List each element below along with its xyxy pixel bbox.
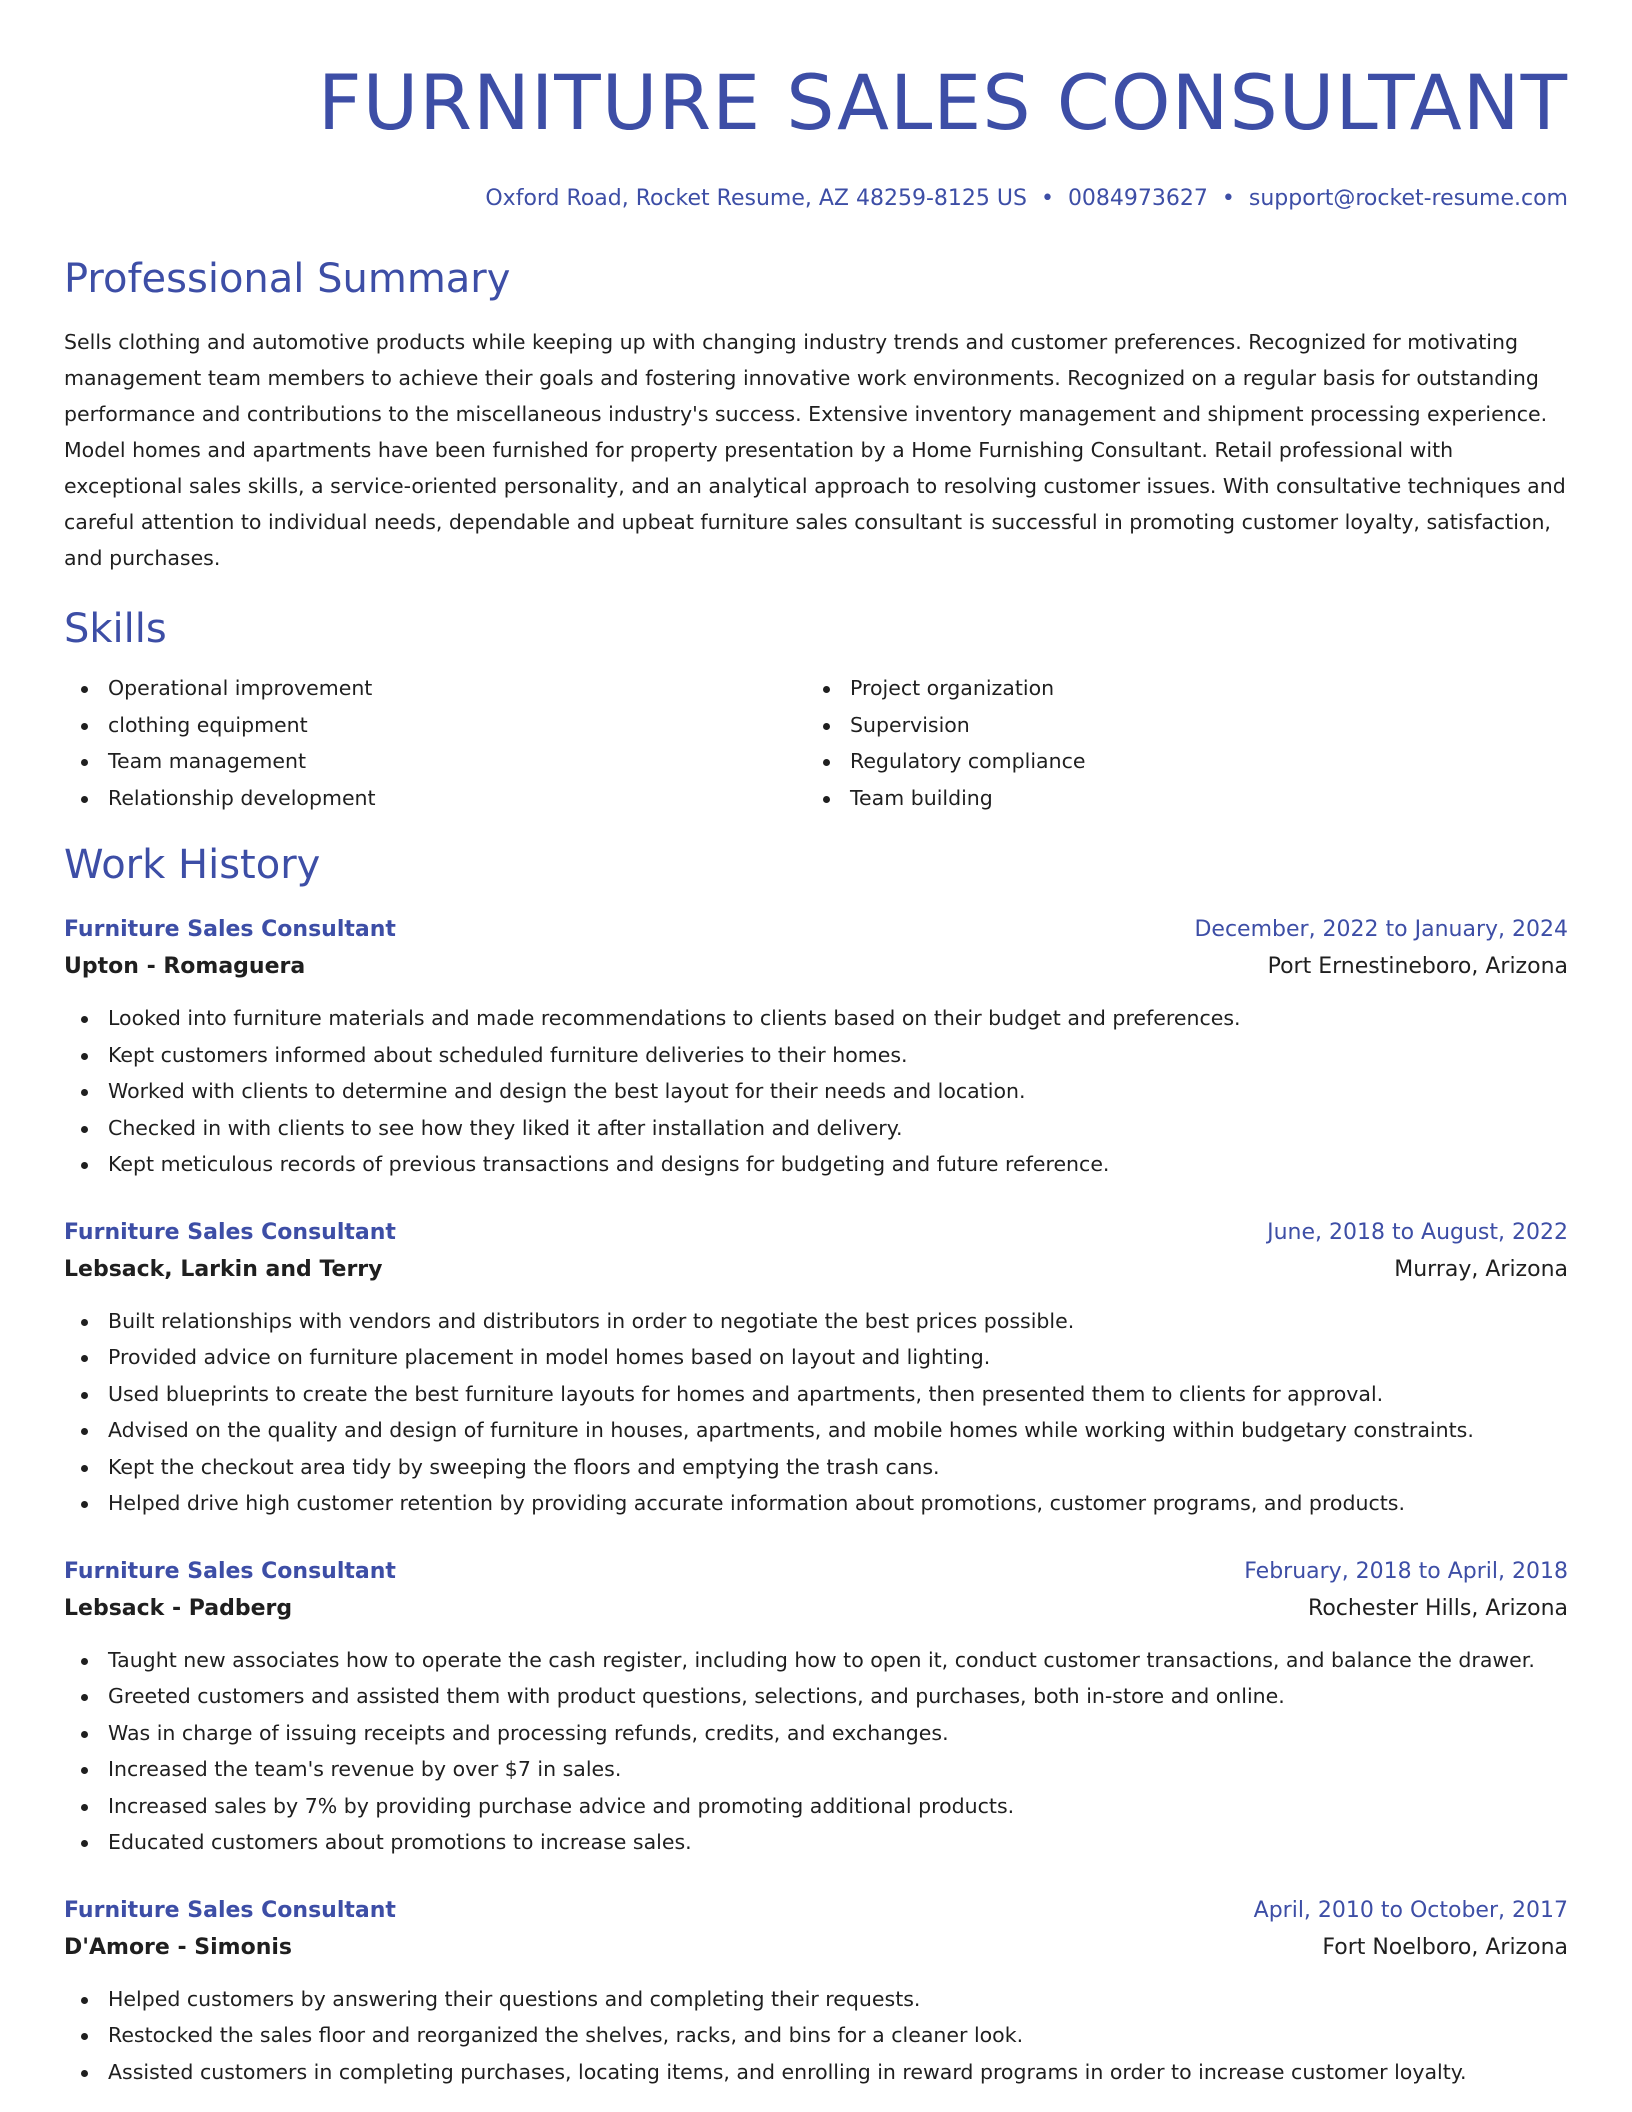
job-bullet: Was in charge of issuing receipts and processing refunds, credits, and exchanges. — [64, 1715, 1568, 1752]
job-bullet: Kept meticulous records of previous transactions and designs for budgeting and future reference. — [64, 1146, 1568, 1183]
job-entry — [64, 1893, 1568, 2091]
job-bullet: Taught new associates how to operate the cash register, including how to open it, conduct customer transactions, and balance the drawer. — [64, 1642, 1568, 1679]
job-company-row — [64, 1929, 1568, 1967]
job-bullet: Restocked the sales floor and reorganized the shelves, racks, and bins for a cleaner look. — [64, 2017, 1568, 2054]
job-company-row — [64, 1590, 1568, 1628]
job-location: Port Ernestineboro, Arizona — [1267, 954, 1568, 979]
job-dates: June, 2018 to August, 2022 — [1267, 1219, 1568, 1245]
job-bullet: Greeted customers and assisted them with product questions, selections, and purchases, both in-store and online. — [64, 1678, 1568, 1715]
job-location: Murray, Arizona — [1394, 1256, 1568, 1282]
skill-item: Team management — [64, 743, 806, 780]
summary-text: Sells clothing and automotive products while keeping up with changing industry trends and customer preferences. Recognized for motivating management team members to achieve their goals and fostering innovative work environments. Recognized on a regular basis for outstanding performance and contributions to the miscellaneous industry's success. Extensive inventory management and shipment processing experience. Model homes and apartments have been furnished for property presentation by a Home Furnishing Consultant. Retail professional with exceptional sales skills, a service-oriented personality, and an analytical approach to resolving customer issues. With consultative techniques and careful attention to individual needs, dependable and upbeat furniture sales consultant is successful in promoting customer loyalty, satisfaction, and purchases. — [64, 330, 1566, 570]
resume-header — [64, 0, 1568, 214]
job-bullet: Increased sales by 7% by providing purchase advice and promoting additional products. — [64, 1788, 1568, 1825]
job-company: D'Amore - Simonis — [64, 1934, 293, 1960]
job-bullets — [64, 1303, 1568, 1522]
job-bullet: Provided advice on furniture placement in model homes based on layout and lighting. — [64, 1339, 1568, 1376]
job-header-row — [64, 1893, 1568, 1929]
contact-line — [64, 184, 1568, 214]
job-header-row — [64, 912, 1568, 948]
job-entry — [64, 912, 1568, 1183]
skill-item: clothing equipment — [64, 707, 806, 744]
job-company: Lebsack, Larkin and Terry — [64, 1256, 383, 1282]
skill-item: Team building — [806, 780, 1548, 817]
skills-column-right — [806, 670, 1548, 816]
skills-list — [64, 670, 1568, 816]
job-bullet: Advised on the quality and design of furniture in houses, apartments, and mobile homes while working within budgetary constraints. — [64, 1412, 1568, 1449]
job-bullet: Built relationships with vendors and distributors in order to negotiate the best prices possible. — [64, 1303, 1568, 1340]
contact-email[interactable]: support@rocket-resume.com — [1248, 186, 1568, 211]
job-entry — [64, 1554, 1568, 1861]
skill-item: Operational improvement — [64, 670, 806, 707]
job-location: Fort Noelboro, Arizona — [1322, 1934, 1568, 1960]
job-bullets — [64, 1642, 1568, 1861]
job-company: Upton - Romaguera — [64, 954, 306, 979]
contact-separator: • — [1221, 186, 1235, 211]
job-company-row — [64, 948, 1568, 986]
skill-item: Regulatory compliance — [806, 743, 1548, 780]
resume-page — [64, 0, 1568, 2090]
job-title: Furniture Sales Consultant — [64, 1219, 396, 1245]
job-bullets — [64, 1981, 1568, 2091]
job-location: Rochester Hills, Arizona — [1308, 1595, 1568, 1621]
job-title: Furniture Sales Consultant — [64, 1897, 396, 1923]
job-dates: April, 2010 to October, 2017 — [1253, 1897, 1568, 1923]
job-company: Lebsack - Padberg — [64, 1595, 293, 1621]
job-bullet: Looked into furniture materials and made recommendations to clients based on their budget and preferences. — [64, 1000, 1568, 1037]
job-bullets — [64, 1000, 1568, 1183]
job-title: Furniture Sales Consultant — [64, 917, 396, 942]
contact-phone: 0084973627 — [1067, 186, 1208, 211]
job-company-row — [64, 1251, 1568, 1289]
job-dates: December, 2022 to January, 2024 — [1194, 917, 1568, 942]
skill-item: Supervision — [806, 707, 1548, 744]
job-header-row — [64, 1215, 1568, 1251]
skill-item: Relationship development — [64, 780, 806, 817]
resume-name: FURNITURE SALES CONSULTANT — [317, 58, 1568, 147]
skills-heading: Skills — [64, 606, 167, 652]
skills-column-left — [64, 670, 806, 816]
job-bullet: Educated customers about promotions to increase sales. — [64, 1824, 1568, 1861]
work-history-heading: Work History — [64, 842, 321, 888]
job-bullet: Helped drive high customer retention by providing accurate information about promotions, customer programs, and products. — [64, 1485, 1568, 1522]
job-header-row — [64, 1554, 1568, 1590]
skill-item: Project organization — [806, 670, 1548, 707]
contact-address: Oxford Road, Rocket Resume, AZ 48259-8125 US — [485, 186, 1027, 211]
job-bullet: Helped customers by answering their questions and completing their requests. — [64, 1981, 1568, 2018]
summary-heading: Professional Summary — [64, 256, 511, 302]
job-bullet: Kept the checkout area tidy by sweeping the floors and emptying the trash cans. — [64, 1449, 1568, 1486]
job-bullet: Worked with clients to determine and design the best layout for their needs and location. — [64, 1073, 1568, 1110]
job-bullet: Used blueprints to create the best furniture layouts for homes and apartments, then presented them to clients for approval. — [64, 1376, 1568, 1413]
job-dates: February, 2018 to April, 2018 — [1244, 1558, 1568, 1584]
job-bullet: Checked in with clients to see how they liked it after installation and delivery. — [64, 1110, 1568, 1147]
job-title: Furniture Sales Consultant — [64, 1558, 396, 1584]
job-bullet: Increased the team's revenue by over $7 in sales. — [64, 1751, 1568, 1788]
contact-separator: • — [1040, 186, 1054, 211]
job-bullet: Kept customers informed about scheduled furniture deliveries to their homes. — [64, 1037, 1568, 1074]
job-bullet: Assisted customers in completing purchases, locating items, and enrolling in reward programs in order to increase customer loyalty. — [64, 2054, 1568, 2091]
job-entry — [64, 1215, 1568, 1522]
